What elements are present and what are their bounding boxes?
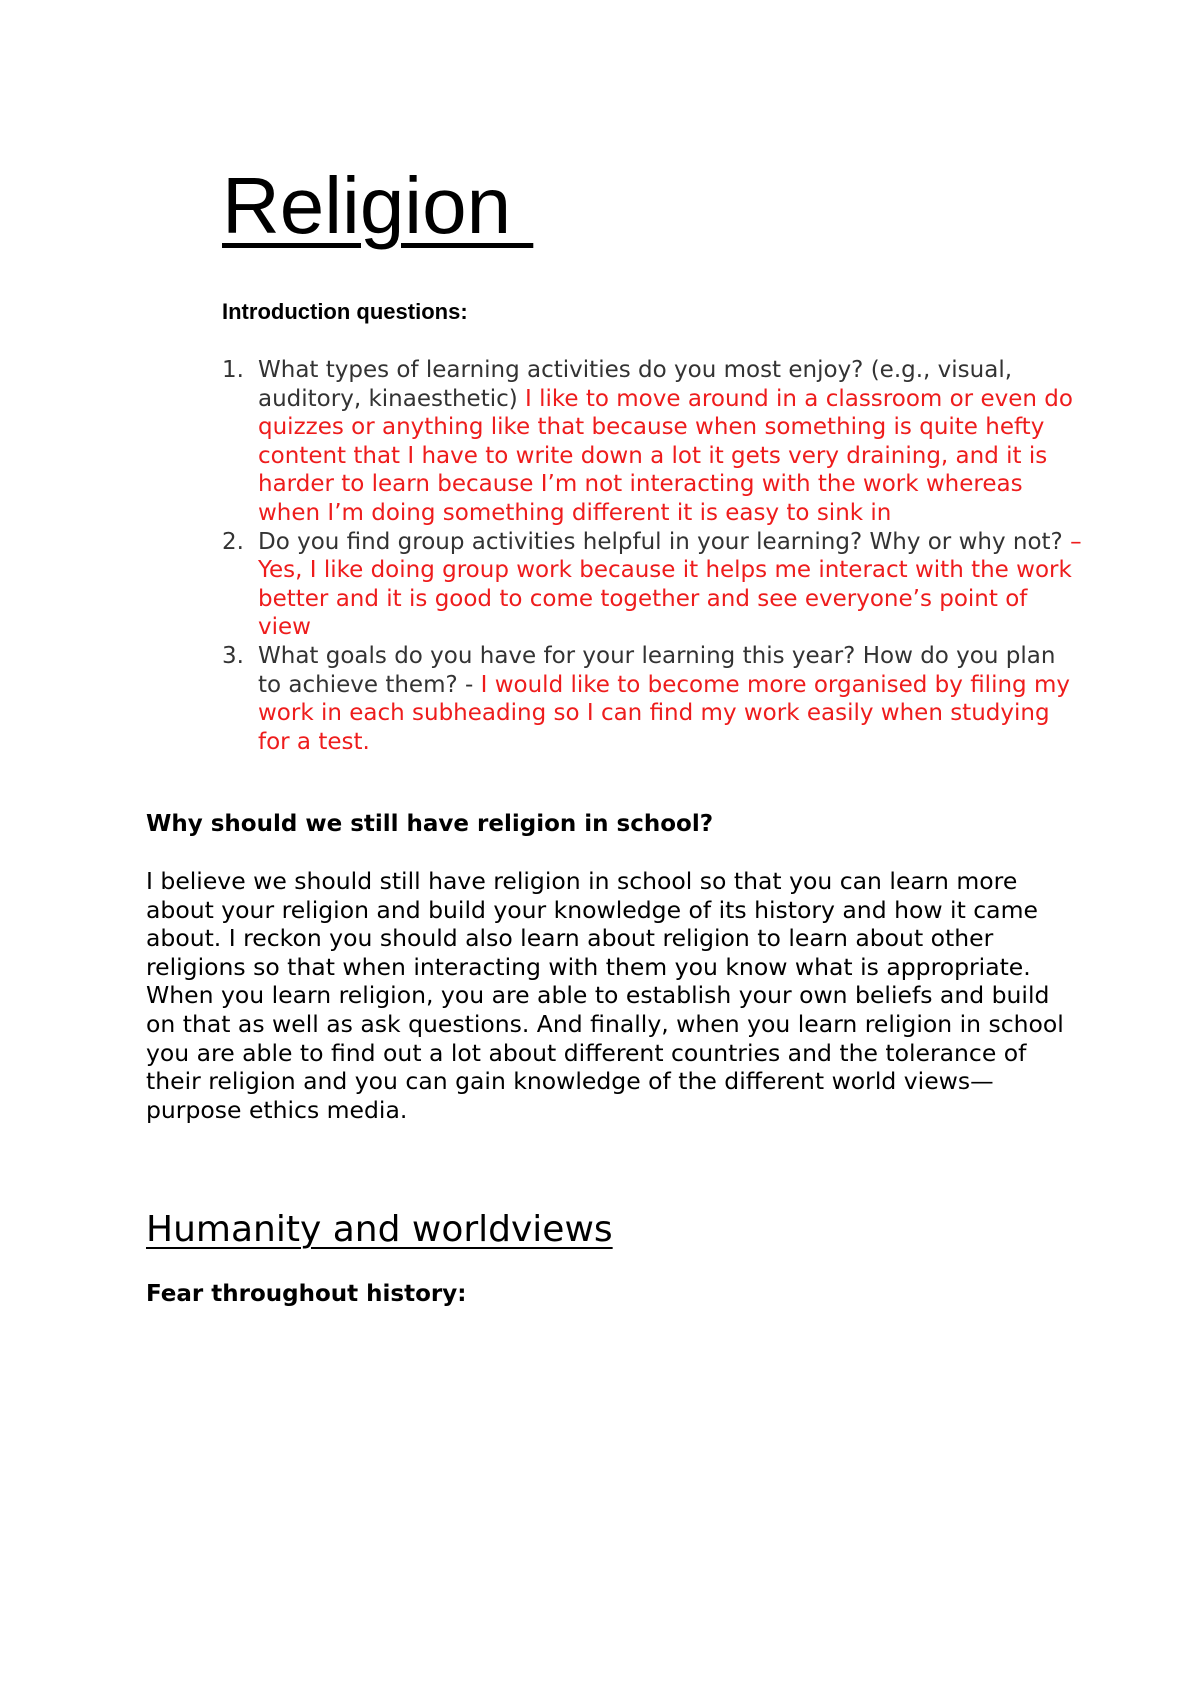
question-number: 1.	[222, 357, 244, 383]
question-text: Do you find group activities helpful in your learning? Why or why not?	[258, 528, 1071, 555]
question-text: What types of learning activities do you most enjoy? (e.g., visual, auditory, kinaesthetic)	[258, 357, 1013, 412]
question-list	[222, 356, 1082, 756]
subheading: Fear throughout history:	[146, 1281, 467, 1307]
intro-heading: Introduction questions:	[222, 299, 468, 324]
section-heading: Why should we still have religion in school?	[146, 811, 714, 837]
list-item	[222, 642, 1082, 756]
answer-text: I would like to become more organised by filing my work in each subheading so I can find my work easily when studying for a test.	[258, 671, 1070, 755]
page-title: Religion	[222, 161, 534, 250]
question-number: 3.	[222, 642, 244, 669]
list-item	[222, 356, 1082, 528]
answer-text: I like to move around in a classroom or even do quizzes or anything like that because when something is quite hefty content that I have to write down a lot it gets very draining, and it is harder to learn because I’m not interacting with the work whereas when I’m doing something different it is easy to sink in	[258, 385, 1073, 526]
question-text: What goals do you have for your learning this year? How do you plan to achieve them? -	[258, 642, 1056, 698]
answer-text: – Yes, I like doing group work because it helps me interact with the work better and it is good to come together and see everyone’s point of view	[258, 528, 1082, 641]
body-paragraph: I believe we should still have religion in school so that you can learn more about your religion and build your knowledge of its history and how it came about. I reckon you should also learn about religion to learn about other religions so that when interacting with them you know what is appropriate. When you learn religion, you are able to establish your own beliefs and build on that as well as ask questions. And finally, when you learn religion in school you are able to find out a lot about different countries and the tolerance of their religion and you can gain knowledge of the different world views—purpose ethics media.	[146, 867, 1064, 1124]
list-item	[222, 528, 1082, 642]
question-number: 2.	[222, 528, 244, 555]
section-title: Humanity and worldviews	[146, 1209, 613, 1250]
